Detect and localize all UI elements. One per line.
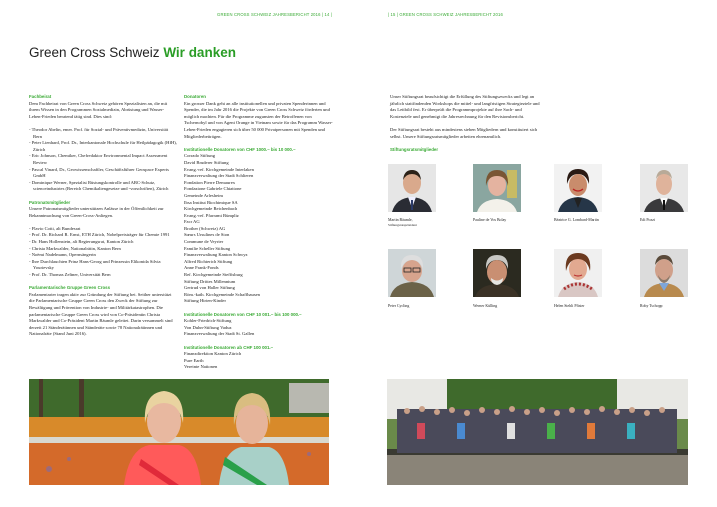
portrait-caption	[554, 218, 624, 223]
list-item: Fondazione Gabriele Chiattone	[184, 186, 242, 192]
portrait-caption	[640, 304, 710, 309]
portrait-caption	[388, 218, 458, 228]
running-head-right: | 15 | GREEN CROSS SCHWEIZ JAHRESBERICHT 2016	[388, 12, 503, 17]
portrait-photo	[640, 164, 688, 212]
photo-group	[387, 379, 688, 485]
patronat-intro: Unsere Patronatsmitglieder unterstützen Anlässe in der Öffentlichkeit zur Bekanntmachung von Green-Cross-Anliegen.	[29, 206, 164, 218]
list-item: - Prof. Dr. Richard R. Ernst, ETH Zürich, Nobelpreisträger für Chemie 1991	[29, 232, 177, 239]
list-item: - Christa Markwalder, Nationalrätin, Kanton Bern	[29, 246, 177, 253]
tier3-heading: Institutionelle Donatoren ab CHF 100 001.–	[184, 344, 274, 350]
column-middle	[184, 94, 334, 371]
list-item: Finanzdirektion Kanton Zürich	[184, 351, 242, 357]
parlament-text: Parlamentarier tragen aktiv zur Gründung der Stiftung bei. Seither unterstützt die Parlamentarische Gruppe Green Cross den Zweck der Stiftung zur Bewältigung und Prävention von Industrie- und Militärkatastrophen. Die parlamentarische Gruppe Green Cross wird von Co-Präsidentin Christa Markwalder und Co-Präsident Martin Bäumle geleitet. Darin versammelt sind derzeit 21 Ständerätinnen und Ständeräte sowie 78 Nationalrätinnen und Nationalräte (Stand Juni 2016).	[29, 291, 173, 337]
column-left	[29, 94, 177, 338]
list-item: - Peter Lienhard, Prof. Dr., Interkantonale Hochschule für Heilpädagogik (HfH), Zürich	[29, 140, 177, 153]
list-item: Evang.-ref. Kirchgemeinde Interlaken	[184, 166, 254, 172]
list-item: - Pascal Vinard, Dr., Geowissenschaftler, Geschäftsführer Geospace Experts GmbH	[29, 167, 177, 180]
list-item: Finanzverwaltung Kanton Schwyz	[184, 252, 248, 258]
list-item: Sœurs Ursulines de Sion	[184, 232, 230, 238]
tier2-heading: Institutionelle Donatoren von CHF 10 001.– bis 100 000.–	[184, 311, 302, 317]
list-item: - Eric Johnson, Chemiker, Chefredaktor Environmental Impact Assessment Review	[29, 153, 177, 166]
portrait-photo	[640, 249, 688, 297]
list-item: Ref. Kirchgemeinde Steffisburg	[184, 272, 243, 278]
patronat-heading: Patronatsmitglieder	[29, 199, 71, 205]
list-item: Alfred Richterich Stiftung	[184, 258, 233, 264]
tier1-heading: Institutionelle Donatoren von CHF 1000.– bis 10 000.–	[184, 146, 296, 152]
member-name: Peter Cycling	[388, 304, 410, 308]
member-name: Martin Bäumle,	[388, 218, 413, 222]
list-item: - Dr. Hans Hollenstein, alt Regierungsrat, Kanton Zürich	[29, 239, 177, 246]
member-name: Helen Stehli Pfister	[554, 304, 585, 308]
list-item: Familie Scheller Stiftung	[184, 245, 231, 251]
list-item: Brother (Schweiz) AG	[184, 225, 226, 231]
list-item: Commune de Veyrier	[184, 239, 224, 245]
list-item: - Noëmi Nadelmann, Opernsängerin	[29, 252, 177, 259]
fachbeirat-heading: Fachbeirat	[29, 94, 52, 99]
patronat-list	[29, 226, 177, 279]
portrait-caption	[388, 304, 458, 309]
portrait-photo	[473, 164, 521, 212]
list-item: Ibsa Institut Biochimique SA	[184, 199, 238, 205]
member-role: Stiftungsratspräsident	[388, 223, 417, 227]
list-item: - Theodor Abelin, emer. Prof. für Sozial- und Präventivmedizin, Universität Bern	[29, 127, 177, 140]
photo-two-girls	[29, 379, 329, 485]
list-item: Stiftung Drittes Millennium	[184, 278, 236, 284]
list-item: Corrado Stiftung	[184, 153, 216, 159]
list-item: Von Duhn-Stiftung Vaduz	[184, 324, 232, 330]
fachbeirat-intro: Dem Fachbeirat von Green Cross Schweiz gehören Spezialisten an, die mit ihrem Wissen in den Programmen Sozialmedizin, Abrüstung und Wasser-Leben-Frieden beratend tätig sind. Dies sind:	[29, 100, 168, 119]
list-item: - Ihre Durchlauchten Prinz Hans-Georg und Prinzessin Elikonida Silvia Yourievsky	[29, 259, 177, 272]
list-item: Stiftung Hirten-Kinder	[184, 298, 226, 304]
list-item: Kirchgemeinde Reichenbach	[184, 206, 238, 212]
member-name: Béatrice G. Lombard-Martin	[554, 218, 599, 222]
title-highlight: Wir danken	[163, 45, 236, 60]
list-item: Gertrud von Haller Stiftung	[184, 285, 235, 291]
fachbeirat-list	[29, 127, 177, 193]
donatoren-intro: Ein grosser Dank geht an alle institutionellen und privaten Spenderinnen und Spender, die im Jahr 2016 die Projekte von Green Cross Schweiz förderten und möglich machten. Für die Programme zugunsten der Betroffenen von Tschernobyl und von Agent Orange in Vietnam sowie für das Programm Wasser-Leben-Frieden engagieren sich über 50 000 Privatpersonen mit Spenden und Mitgliederbeiträgen.	[184, 100, 333, 139]
portrait-caption	[473, 304, 543, 309]
list-item: Anne Frank-Fonds	[184, 265, 219, 271]
list-item: - Dominique Werner, Spezialist Rüstungskontrolle und ABC-Schutz, scienceindustries (Bereich Chemikaliengesetze und -vorschriften), Zürich	[29, 180, 177, 193]
tier1-list	[184, 153, 334, 305]
list-item: Evang.-ref. Pfarramt Bümpliz	[184, 212, 239, 218]
list-item: Kohler-Friedrich-Stiftung	[184, 318, 232, 324]
parlament-heading: Parlamentarische Gruppe Green Cross	[29, 285, 111, 291]
portrait-photo	[473, 249, 521, 297]
stiftungsrat-para1: Unser Stiftungsrat beaufsichtigt die Erfüllung des Stiftungszwecks und legt an jährlich stattfindenden Workshops die mittel- und langfristigen Strategieziele und das Leitbild fest. Er überprüft die Programmprojekte auf ihre Sach- und Kostenziele und genehmigt die Jahresrechnung für den Revisionsbericht.	[390, 94, 540, 119]
column-right	[390, 94, 540, 153]
page-title	[29, 45, 236, 60]
list-item: Gemeinde Arlesheim	[184, 192, 223, 198]
list-item: Pure Earth	[184, 357, 204, 363]
stiftungsrat-para2: Der Stiftungsrat besteht aus mindestens sieben Mitgliedern und konstituiert sich selbst. Unsere Stiftungsratsmitglieder arbeiten ehrenamtlich.	[390, 126, 538, 139]
list-item: - Flavio Cotti, alt Bundesrat	[29, 226, 177, 233]
stiftungsrat-heading: Stiftungsratsmitglieder	[390, 146, 439, 152]
portrait-caption	[640, 218, 710, 223]
list-item: Finanzverwaltung der Stadt Schlieren	[184, 173, 254, 179]
member-name: Werner Külling	[473, 304, 498, 308]
portrait-caption	[554, 304, 624, 309]
running-head-left: GREEN CROSS SCHWEIZ JAHRESBERICHT 2016 | 14 |	[217, 12, 332, 17]
member-name: Pauline de Vos Bolay	[473, 218, 507, 222]
list-item: Finanzverwaltung der Stadt St. Gallen	[184, 331, 255, 337]
portrait-photo	[554, 164, 602, 212]
portrait-caption	[473, 218, 543, 223]
portrait-photo	[388, 249, 436, 297]
list-item: Facr AG	[184, 219, 200, 225]
list-item: Fondation Pierre Demaurex	[184, 179, 236, 185]
list-item: - Prof. Dr. Thomas Zeltner, Universität Bern	[29, 272, 177, 279]
member-name: Roby Tschopp	[640, 304, 663, 308]
list-item: David Bruderer Stiftung	[184, 159, 229, 165]
title-prefix: Green Cross Schweiz	[29, 45, 160, 60]
list-item: Vereinte Nationen	[184, 364, 218, 370]
portrait-photo	[554, 249, 602, 297]
portrait-photo	[388, 164, 436, 212]
member-name: Edi Pozzi	[640, 218, 656, 222]
donatoren-heading: Donatoren	[184, 94, 206, 99]
list-item: Röm.-kath. Kirchgemeinde Schaffhausen	[184, 291, 260, 297]
